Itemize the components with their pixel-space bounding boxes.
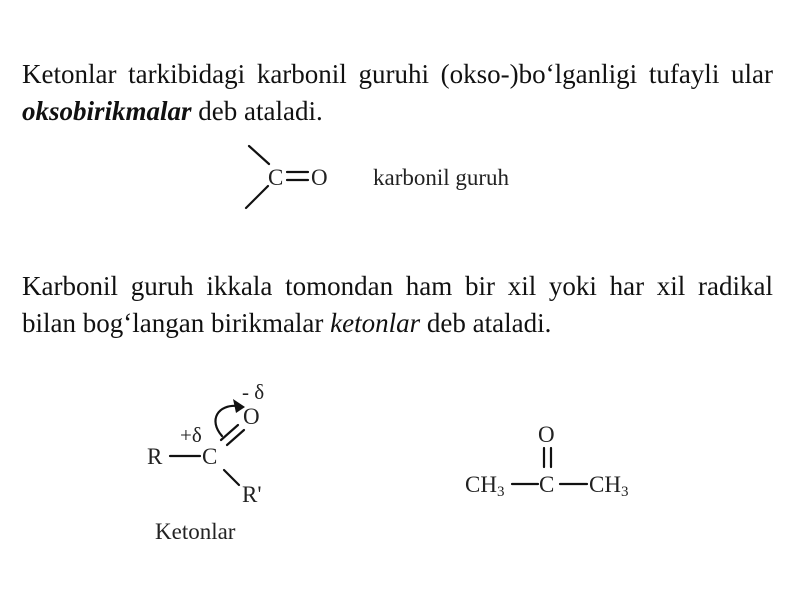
paragraph-ketonlar	[22, 268, 773, 342]
paragraph2-emphasis: ketonlar	[330, 308, 421, 338]
ketones-caption: Ketonlar	[155, 519, 236, 544]
carbonyl-carbon: C	[268, 165, 284, 190]
acetone-right-methyl: CH3	[589, 472, 629, 500]
paragraph1-text-a: Ketonlar tarkibidagi karbonil guruhi (okso-)bo‘lganligi tufayli ular	[22, 59, 773, 89]
negative-charge-label: - δ	[242, 380, 265, 404]
acetone-left-methyl: CH3	[465, 472, 505, 500]
carbonyl-caption: karbonil guruh	[373, 165, 510, 190]
radical-r: R	[147, 444, 163, 469]
paragraph1-text-b: deb ataladi.	[191, 96, 323, 126]
paragraph2-text-a: Karbonil guruh ikkala tomondan ham bir xil yoki har xil radikal bilan bog‘langan birikmalar	[22, 271, 773, 338]
carbonyl-group-diagram	[246, 146, 510, 208]
carbonyl-oxygen: O	[311, 165, 328, 190]
carbon-to-r2-bond	[224, 470, 239, 485]
carbonyl-upper-bond	[249, 146, 269, 164]
paragraph2-text-b: deb ataladi.	[420, 308, 552, 338]
acetone-structure-diagram	[465, 422, 628, 500]
paragraph1-emphasis: oksobirikmalar	[22, 96, 192, 126]
acetone-carbon: C	[539, 472, 555, 497]
radical-r-prime: R'	[242, 482, 262, 507]
acetone-oxygen: O	[538, 422, 555, 447]
ketone-polarization-diagram	[147, 380, 264, 544]
positive-charge-label: +δ	[180, 423, 202, 447]
carbonyl-lower-bond	[246, 186, 268, 208]
ketone-oxygen: O	[243, 404, 260, 429]
electron-shift-arrow	[215, 406, 238, 436]
ketone-carbon: C	[202, 444, 218, 469]
